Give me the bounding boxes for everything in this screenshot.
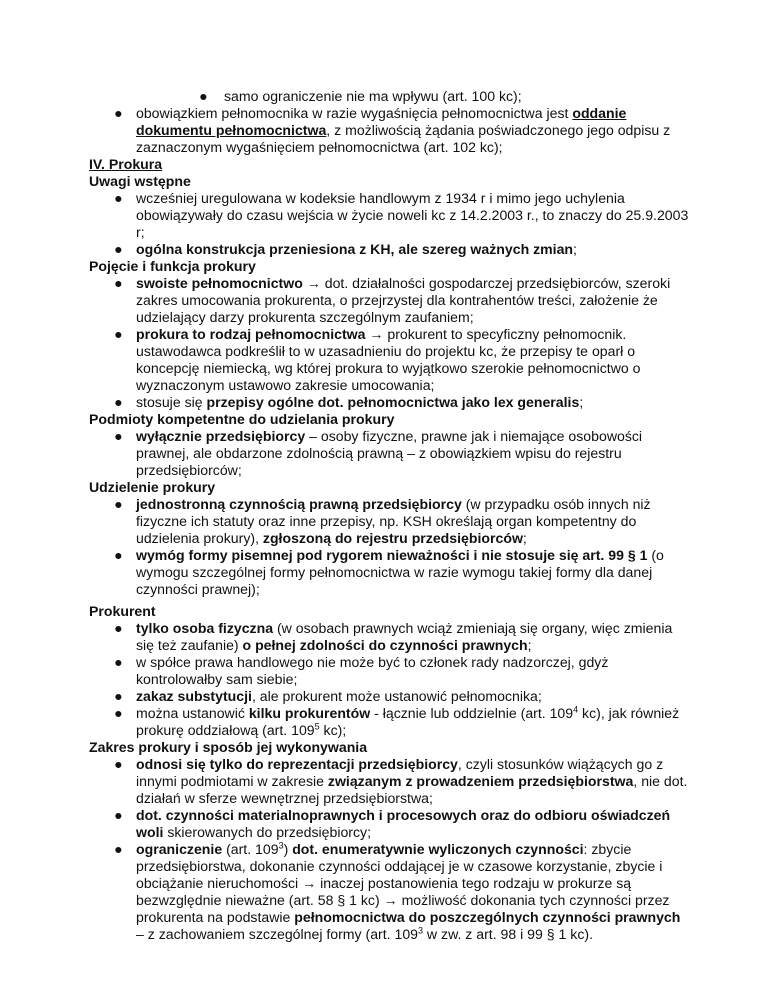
text-run: prokurenta na podstawie [136,909,295,925]
bullet-icon: ● [114,756,123,772]
text-run: ) [283,841,293,857]
list-item-text: działań w sferze wewnętrznej przedsiębiorstwa; [136,790,433,806]
list-item-text [136,547,696,564]
text-run: skierowanych do przedsiębiorcy; [163,824,371,840]
bullet-icon: ● [114,241,123,257]
text-run: (o [647,547,664,563]
list-item [136,620,696,654]
text-run: zgłoszoną do rejestru przedsiębiorców [262,530,523,546]
text-run: obowiązkiem pełnomocnika w razie wygaśnięcia pełnomocnictwa jest [136,105,573,121]
list-item-text [136,688,696,705]
list-item-text [136,807,696,824]
text-run: innymi podmiotami w zakresie [136,773,328,789]
text-run: tylko osoba fizyczna [136,620,274,636]
list-item-text: w spółce prawa handlowego nie może być to członek rady nadzorczej, gdyż [136,654,609,670]
list-item-text: wcześniej uregulowana w kodeksie handlowym z 1934 r i mimo jego uchylenia [136,190,625,206]
text-run: ogólna konstrukcja przeniesiona z KH, ale szereg ważnych zmian [136,241,574,257]
list-item [136,394,696,411]
text-run: → prokurent to specyficzny pełnomocnik. [365,326,627,342]
list-item-text: czynności prawnej); [136,581,260,597]
list-item [136,807,696,841]
text-run: prokura to rodzaj pełnomocnictwa [136,326,366,342]
text-run: : zbycie [583,841,632,857]
bullet-icon: ● [114,496,123,512]
list-item-text: r; [136,224,145,240]
list-item [136,275,696,326]
subsection-heading: Prokurent [89,603,156,619]
text-run: kc); [319,722,347,738]
text-run: można ustanowić [136,705,249,721]
text-run: pełnomocnictwa do poszczególnych czynności prawnych [294,909,681,925]
superscript: 3 [418,925,424,936]
bullet-icon: ● [199,88,208,104]
list-item-text [136,773,696,790]
text-run: - łącznie lub oddzielnie (art. 109 [370,705,574,721]
list-item [136,841,696,943]
list-item-text [136,722,696,739]
list-item-text: samo ograniczenie nie ma wpływu (art. 100 kc); [224,88,522,104]
bullet-icon: ● [114,705,123,721]
list-item [136,654,696,688]
text-run: – z zachowaniem szczególnej formy (art. 109 [136,926,418,942]
text-run: jednostronną czynnością prawną przedsiębiorcy [136,496,462,512]
text-run: ; [579,394,584,410]
list-item-text: zaznaczonym wygaśnięciem pełnomocnictwa (art. 102 kc); [136,139,503,155]
text-run: dot. czynności materialnoprawnych i procesowych oraz do odbioru oświadczeń [136,807,671,823]
text-run: odnosi się tylko do reprezentacji przedsiębiorcy [136,756,458,772]
text-run: wymóg formy pisemnej pod rygorem nieważności i nie stosuje się art. 99 § 1 [136,547,648,563]
list-item-text [136,824,696,841]
text-run: → dot. działalności gospodarczej przedsiębiorców, szeroki [302,275,671,291]
text-run: udzielenia prokury), [136,530,263,546]
subsection-heading: Pojęcie i funkcja prokury [89,258,256,274]
list-item-text: prawnej, ale obdarzone zdolnością prawną – z obowiązkiem wpisu do rejestru [136,445,622,461]
list-item-text [136,496,696,513]
bullet-icon: ● [114,688,123,704]
list-item-text [136,841,696,858]
list-item-text: fizyczne ich statuty oraz inne przepisy, np. KSH określają organ kompetentny do [136,513,637,529]
list-item-text: obciążanie nieruchomości → inaczej postanowienia tego rodzaju w prokurze są [136,875,632,891]
list-item-text [136,326,696,343]
list-item-text [136,756,696,773]
bullet-icon: ● [114,105,123,121]
list-item-text [136,530,696,547]
text-run: w zw. z art. 98 i 99 § 1 kc). [423,926,593,942]
list-item-text [136,620,696,637]
text-run: ; [522,530,527,546]
list-item-text: obowiązywały do czasu wejścia w życie noweli kc z 14.2.2003 r., to znaczy do 25.9.2003 [136,207,689,223]
list-item-text [136,122,696,139]
list-item [136,326,696,394]
text-run: ograniczenie [136,841,223,857]
text-run: – osoby fizyczne, prawne jak i niemające osobowości [305,428,643,444]
bullet-icon: ● [114,275,123,291]
list-item [136,190,696,241]
bullet-icon: ● [114,807,123,823]
list-item [224,88,704,105]
list-item [136,547,696,598]
bullet-icon: ● [114,620,123,636]
bullet-icon: ● [114,428,123,444]
text-run: woli [136,824,164,840]
superscript: 3 [278,840,284,851]
subsection-heading: Podmioty kompetentne do udzielania prokury [89,411,395,427]
list-item-text: przedsiębiorców; [136,462,242,478]
text-run: dot. enumeratywnie wyliczonych czynności [292,841,584,857]
list-item-text [136,394,696,411]
text-run: (art. 109 [222,841,279,857]
text-run: (w przypadku osób innych niż [461,496,651,512]
list-item-text: bezwzględnie nieważne (art. 58 § 1 kc) → możliwość dokonania tych czynności przez [136,892,670,908]
text-run: swoiste pełnomocnictwo [136,275,303,291]
list-item [136,105,696,156]
list-item-text [136,241,696,258]
text-run: kc), jak również [578,705,680,721]
list-item-text: kontrolowałby sam siebie; [136,671,298,687]
text-run: , ale prokurent może ustanowić pełnomocnika; [251,688,542,704]
text-run: ; [527,637,532,653]
text-run: , nie dot. [633,773,688,789]
bullet-icon: ● [114,394,123,410]
list-item [136,756,696,807]
list-item-text: zakres umocowania prokurenta, o przejrzystej dla kontrahentów treści, założenie że [136,292,658,308]
list-item-text [136,637,696,654]
superscript: 4 [573,704,579,715]
list-item-text: przedsiębiorstwa, dokonanie czynności oddającej je w czasowe korzystanie, zbycie i [136,858,663,874]
list-item-text [136,909,696,926]
text-run: , czyli stosunków wiążących go z [457,756,664,772]
list-item [136,428,696,479]
section-heading [89,156,162,173]
list-item-text [136,105,696,122]
text-run: prokurę oddziałową (art. 109 [136,722,315,738]
text-run: IV. Prokura [89,156,163,172]
text-run: przepisy ogólne dot. pełnomocnictwa jako lex generalis [206,394,580,410]
list-item [136,241,696,258]
list-item [136,705,696,739]
list-item-text: koncepcję niemiecką, wg której prokura to wyjątkowo szerokie pełnomocnictwo o [136,360,641,376]
list-item-text [136,275,696,292]
list-item-text: wyznaczonym ustawowo zakresie umocowania; [136,377,435,393]
text-run: oddanie [572,105,627,121]
text-run: wyłącznie przedsiębiorcy [136,428,306,444]
text-run: (w osobach prawnych wciąż zmieniają się organy, więc zmienia [273,620,673,636]
bullet-icon: ● [114,654,123,670]
list-item-text [136,705,696,722]
text-run: zakaz substytucji [136,688,252,704]
list-item [136,496,696,547]
list-item-text: udzielający darzy prokurenta szczególnym zaufaniem; [136,309,474,325]
bullet-icon: ● [114,841,123,857]
subsection-heading: Udzielenie prokury [89,479,216,495]
text-run: kilku prokurentów [248,705,371,721]
text-run: ; [573,241,577,257]
text-run: dokumentu pełnomocnictwa [136,122,327,138]
list-item-text: wymogu szczególnej formy pełnomocnictwa w razie wymogu takiej formy dla danej [136,564,653,580]
list-item-text: ustawodawca podkreślił to w uzasadnieniu do projektu kc, że przepisy te oparł o [136,343,636,359]
text-run: stosuje się [136,394,207,410]
bullet-icon: ● [114,190,123,206]
text-run: , z możliwością żądania poświadczonego jego odpisu z [326,122,671,138]
list-item [136,688,696,705]
subsection-heading: Uwagi wstępne [89,173,191,189]
bullet-icon: ● [114,547,123,563]
text-run: związanym z prowadzeniem przedsiębiorstwa [327,773,634,789]
text-run: o pełnej zdolności do czynności prawnych [242,637,528,653]
text-run: się też zaufanie) [136,637,243,653]
list-item-text [136,926,696,943]
superscript: 5 [314,721,320,732]
subsection-heading: Zakres prokury i sposób jej wykonywania [89,739,368,755]
list-item-text [136,428,696,445]
bullet-icon: ● [114,326,123,342]
